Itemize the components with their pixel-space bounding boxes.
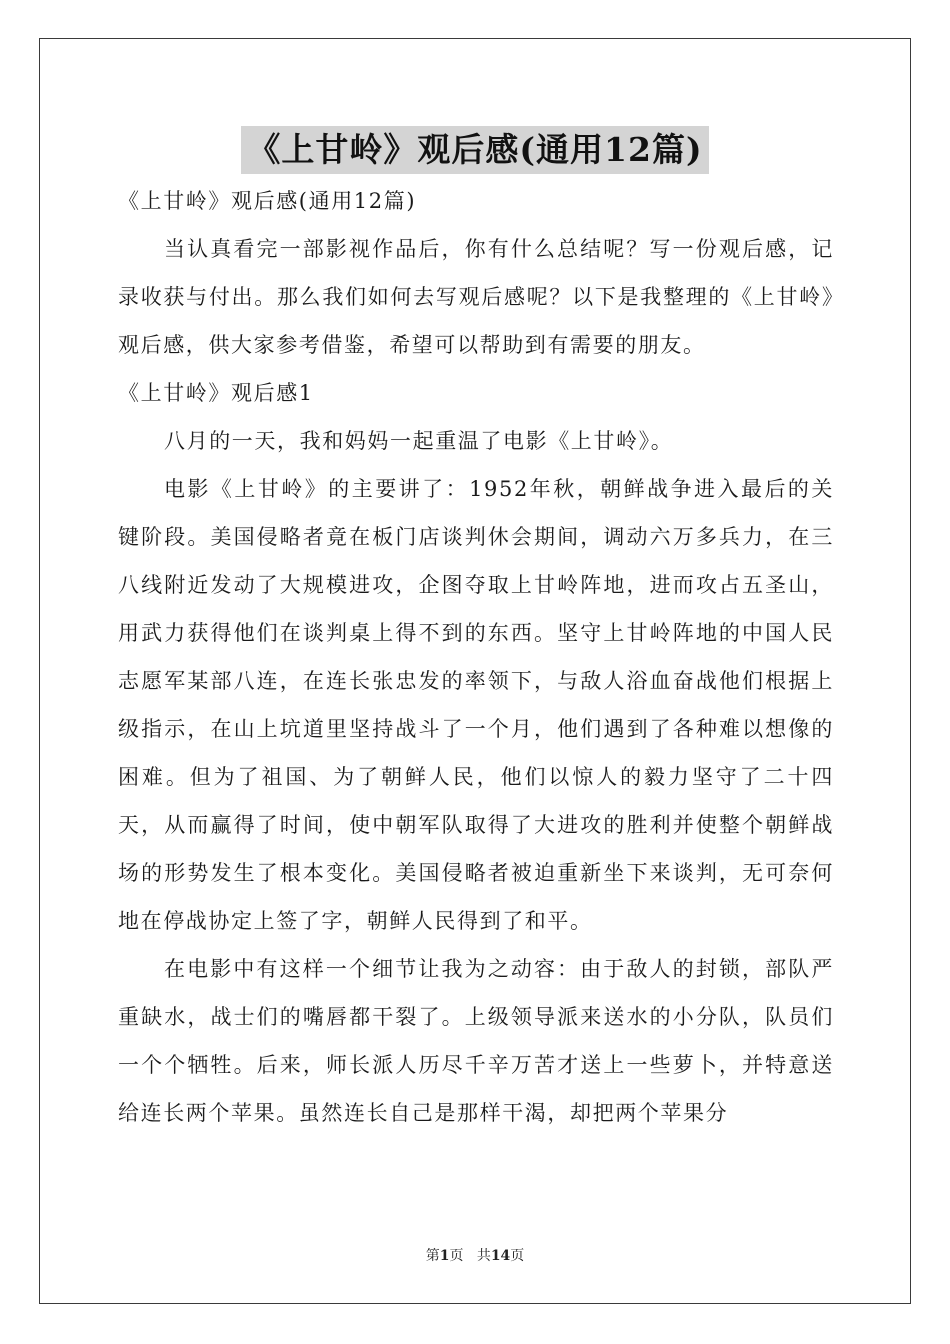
body-paragraph: 电影《上甘岭》的主要讲了：1952年秋，朝鲜战争进入最后的关键阶段。美国侵略者竟在板门店谈判休会期间，调动六万多兵力，在三八线附近发动了大规模进攻，企图夺取上甘岭阵地，进而攻占五圣山，用武力获得他们在谈判桌上得不到的东西。坚守上甘岭阵地的中国人民志愿军某部八连，在连长张忠发的率领下，与敌人浴血奋战他们根据上级指示，在山上坑道里坚持战斗了一个月，他们遇到了各种难以想像的困难。但为了祖国、为了朝鲜人民，他们以惊人的毅力坚守了二十四天，从而赢得了时间，使中朝军队取得了大进攻的胜利并使整个朝鲜战场的形势发生了根本变化。美国侵略者被迫重新坐下来谈判，无可奈何地在停战协定上签了字，朝鲜人民得到了和平。 — [118, 477, 834, 933]
section-heading: 《上甘岭》观后感1 — [118, 381, 314, 405]
body-paragraph: 在电影中有这样一个细节让我为之动容：由于敌人的封锁，部队严重缺水，战士们的嘴唇都干裂了。上级领导派来送水的小分队，队员们一个个牺牲。后来，师长派人历尽千辛万苦才送上一些萝卜，并特意送给连长两个苹果。虽然连长自己是那样干渴，却把两个苹果分 — [118, 957, 834, 1125]
document-body — [118, 177, 834, 1137]
page-footer — [0, 1246, 950, 1266]
subtitle-line: 《上甘岭》观后感(通用12篇) — [118, 189, 417, 213]
body-paragraph: 八月的一天，我和妈妈一起重温了电影《上甘岭》。 — [164, 429, 674, 453]
page-number: 1 — [439, 1248, 450, 1264]
page-suffix: 页 — [449, 1248, 464, 1264]
document-title: 《上甘岭》观后感(通用12篇) — [241, 126, 708, 174]
total-pages: 14 — [490, 1248, 511, 1264]
total-suffix: 页 — [510, 1248, 525, 1264]
total-prefix: 共 — [476, 1248, 491, 1264]
title-container — [0, 126, 950, 174]
page-prefix: 第 — [425, 1248, 440, 1264]
intro-paragraph: 当认真看完一部影视作品后，你有什么总结呢？写一份观后感，记录收获与付出。那么我们如何去写观后感呢？以下是我整理的《上甘岭》观后感，供大家参考借鉴，希望可以帮助到有需要的朋友。 — [118, 237, 834, 357]
